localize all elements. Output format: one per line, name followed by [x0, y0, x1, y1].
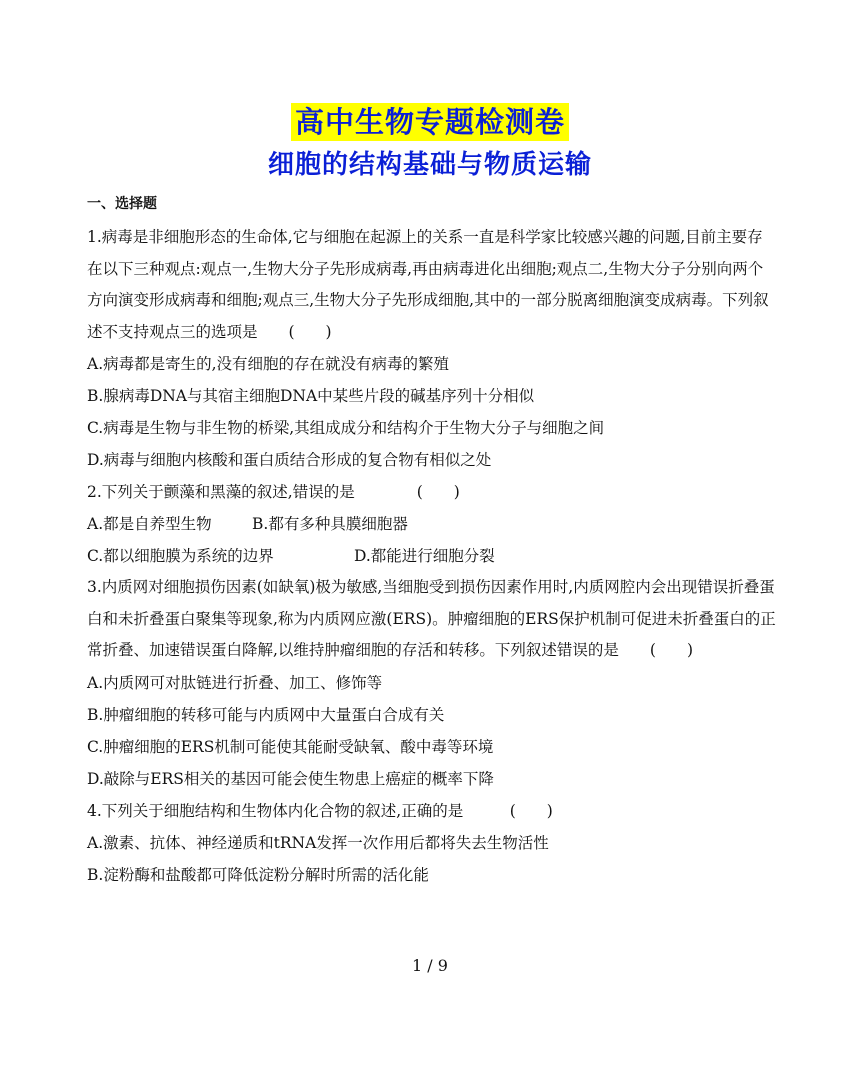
- question-1-option-d: D.病毒与细胞内核酸和蛋白质结合形成的复合物有相似之处: [87, 451, 492, 469]
- question-2-options-row-1: [87, 508, 777, 540]
- question-list: [87, 222, 777, 891]
- question-2-option-c: C.都以细胞膜为系统的边界: [87, 547, 274, 565]
- question-2-options-row-2: [87, 540, 777, 572]
- main-title-text: 高中生物专题检测卷: [291, 103, 569, 141]
- question-3-stem: 3.内质网对细胞损伤因素(如缺氧)极为敏感,当细胞受到损伤因素作用时,内质网腔内会出现错误折叠蛋白和未折叠蛋白聚集等现象,称为内质网应激(ERS)。肿瘤细胞的ERS保护机制可促进未折叠蛋白的正常折叠、加速错误蛋白降解,以维持肿瘤细胞的存活和转移。下列叙述错误的是 ( ): [87, 578, 776, 659]
- question-3-option-c: C.肿瘤细胞的ERS机制可能使其能耐受缺氧、酸中毒等环境: [87, 737, 494, 756]
- sub-title: 细胞的结构基础与物质运输: [267, 150, 592, 180]
- question-4-stem: 4.下列关于细胞结构和生物体内化合物的叙述,正确的是 ( ): [87, 801, 553, 820]
- question-1-option-c: C.病毒是生物与非生物的桥梁,其组成成分和结构介于生物大分子与细胞之间: [87, 419, 605, 437]
- question-4-option-a: A.激素、抗体、神经递质和tRNA发挥一次作用后都将失去生物活性: [87, 833, 549, 852]
- main-title: [0, 102, 860, 142]
- question-4-option-b: B.淀粉酶和盐酸都可降低淀粉分解时所需的活化能: [87, 865, 429, 884]
- question-2-option-d: D.都能进行细胞分裂: [354, 547, 495, 565]
- question-3-option-a: A.内质网可对肽链进行折叠、加工、修饰等: [87, 673, 383, 692]
- question-2-option-a: A.都是自养型生物: [87, 515, 212, 533]
- page-number: 1 / 9: [412, 956, 448, 975]
- question-2-option-b: B.都有多种具膜细胞器: [252, 515, 408, 533]
- question-2-stem: 2.下列关于颤藻和黑藻的叙述,错误的是 ( ): [87, 483, 460, 501]
- section-heading: 一、选择题: [87, 196, 157, 212]
- question-3-option-b: B.肿瘤细胞的转移可能与内质网中大量蛋白合成有关: [87, 705, 445, 724]
- question-1-stem: 1.病毒是非细胞形态的生命体,它与细胞在起源上的关系一直是科学家比较感兴趣的问题,目前主要存在以下三种观点:观点一,生物大分子先形成病毒,再由病毒进化出细胞;观点二,生物大分子分别向两个方向演变形成病毒和细胞;观点三,生物大分子先形成细胞,其中的一部分脱离细胞演变成病毒。下列叙述不支持观点三的选项是 ( ): [87, 228, 769, 341]
- question-1-option-a: A.病毒都是寄生的,没有细胞的存在就没有病毒的繁殖: [87, 355, 450, 373]
- question-1-option-b: B.腺病毒DNA与其宿主细胞DNA中某些片段的碱基序列十分相似: [87, 387, 535, 405]
- question-3-option-d: D.敲除与ERS相关的基因可能会使生物患上癌症的概率下降: [87, 769, 494, 788]
